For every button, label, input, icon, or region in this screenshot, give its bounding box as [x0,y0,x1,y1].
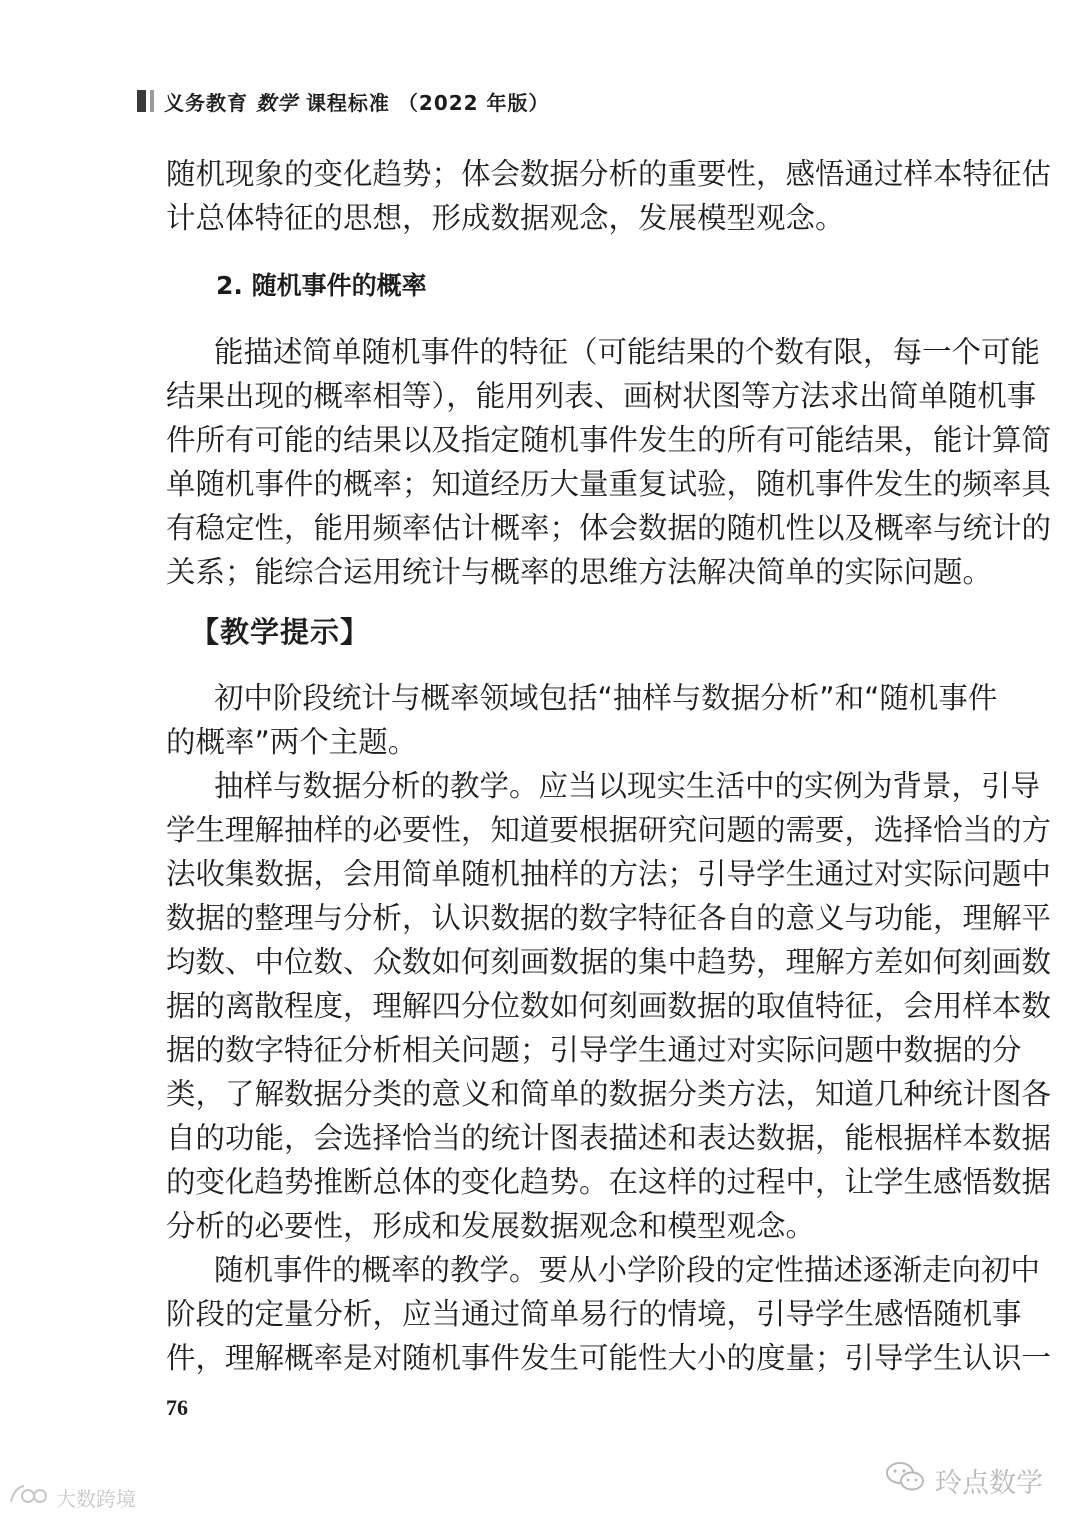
paragraph-line: 的变化趋势推断总体的变化趋势。在这样的过程中，让学生感悟数据 [166,1165,1052,1199]
paragraph-line: 均数、中位数、众数如何刻画数据的集中趋势，理解方差如何刻画数 [166,945,1052,979]
intro-paragraph [166,152,1052,240]
paragraph-line: 类，了解数据分类的意义和简单的数据分类方法，知道几种统计图各 [166,1077,1052,1111]
paragraph-line: 的概率”两个主题。 [166,725,418,759]
header-bars-icon [137,90,154,112]
paragraph-line: 法收集数据，会用简单随机抽样的方法；引导学生通过对实际问题中 [166,857,1052,891]
teaching-paragraph-3 [166,1248,1052,1380]
paragraph-line: 阶段的定量分析，应当通过简单易行的情境，引导学生感悟随机事 [166,1297,1022,1331]
page-header [137,84,550,118]
header-title-italic: 数学 [255,90,298,115]
header-edition: （2022 年版） [397,90,550,115]
paragraph-line: 学生理解抽样的必要性，知道要根据研究问题的需要，选择恰当的方 [166,813,1052,847]
signal-logo-icon [8,1482,48,1513]
header-title-part2: 课程标准 [305,90,390,115]
header-title [164,87,550,116]
paragraph-line: 据的数字特征分析相关问题；引导学生通过对实际问题中数据的分 [166,1033,1022,1067]
paragraph-line: 结果出现的概率相等），能用列表、画树状图等方法求出简单随机事 [166,379,1037,413]
section-heading: 2. 随机事件的概率 [216,271,427,300]
paragraph-line: 随机事件的概率的教学。要从小学阶段的定性描述逐渐走向初中 [214,1253,1041,1287]
teaching-paragraph-1 [166,676,998,764]
paragraph-line: 据的离散程度，理解四分位数如何刻画数据的取值特征，会用样本数 [166,989,1052,1023]
teaching-paragraph-2 [166,764,1052,1248]
wechat-icon [885,1460,925,1501]
header-title-part1: 义务教育 [164,90,248,115]
paragraph-line: 能描述简单随机事件的特征（可能结果的个数有限，每一个可能 [214,335,1041,369]
paragraph-line: 数据的整理与分析，认识数据的数字特征各自的意义与功能，理解平 [166,901,1052,935]
watermark-right [885,1460,1043,1501]
paragraph-line: 单随机事件的概率；知道经历大量重复试验，随机事件发生的频率具 [166,467,1052,501]
paragraph-line: 抽样与数据分析的教学。应当以现实生活中的实例为背景，引导 [214,769,1041,803]
page-number: 76 [166,1395,188,1420]
paragraph-line: 件所有可能的结果以及指定随机事件发生的所有可能结果，能计算简 [166,423,1052,457]
teaching-heading: 【教学提示】 [190,615,371,649]
paragraph-line: 分析的必要性，形成和发展数据观念和模型观念。 [166,1209,816,1243]
watermark-left [8,1482,136,1513]
paragraph-line: 关系；能综合运用统计与概率的思维方法解决简单的实际问题。 [166,555,993,589]
paragraph-line: 件，理解概率是对随机事件发生可能性大小的度量；引导学生认识一 [166,1341,1052,1375]
paragraph-line: 计总体特征的思想，形成数据观念，发展模型观念。 [166,201,845,235]
paragraph-line: 随机现象的变化趋势；体会数据分析的重要性，感悟通过样本特征估 [166,157,1052,191]
watermark-right-text: 玲点数学 [935,1468,1043,1499]
paragraph-line: 有稳定性，能用频率估计概率；体会数据的随机性以及概率与统计的 [166,511,1052,545]
section-paragraph [166,330,1052,594]
paragraph-line: 自的功能，会选择恰当的统计图表描述和表达数据，能根据样本数据 [166,1121,1052,1155]
watermark-left-text: 大数跨境 [56,1487,136,1511]
paragraph-line: 初中阶段统计与概率领域包括“抽样与数据分析”和“随机事件 [214,681,998,715]
